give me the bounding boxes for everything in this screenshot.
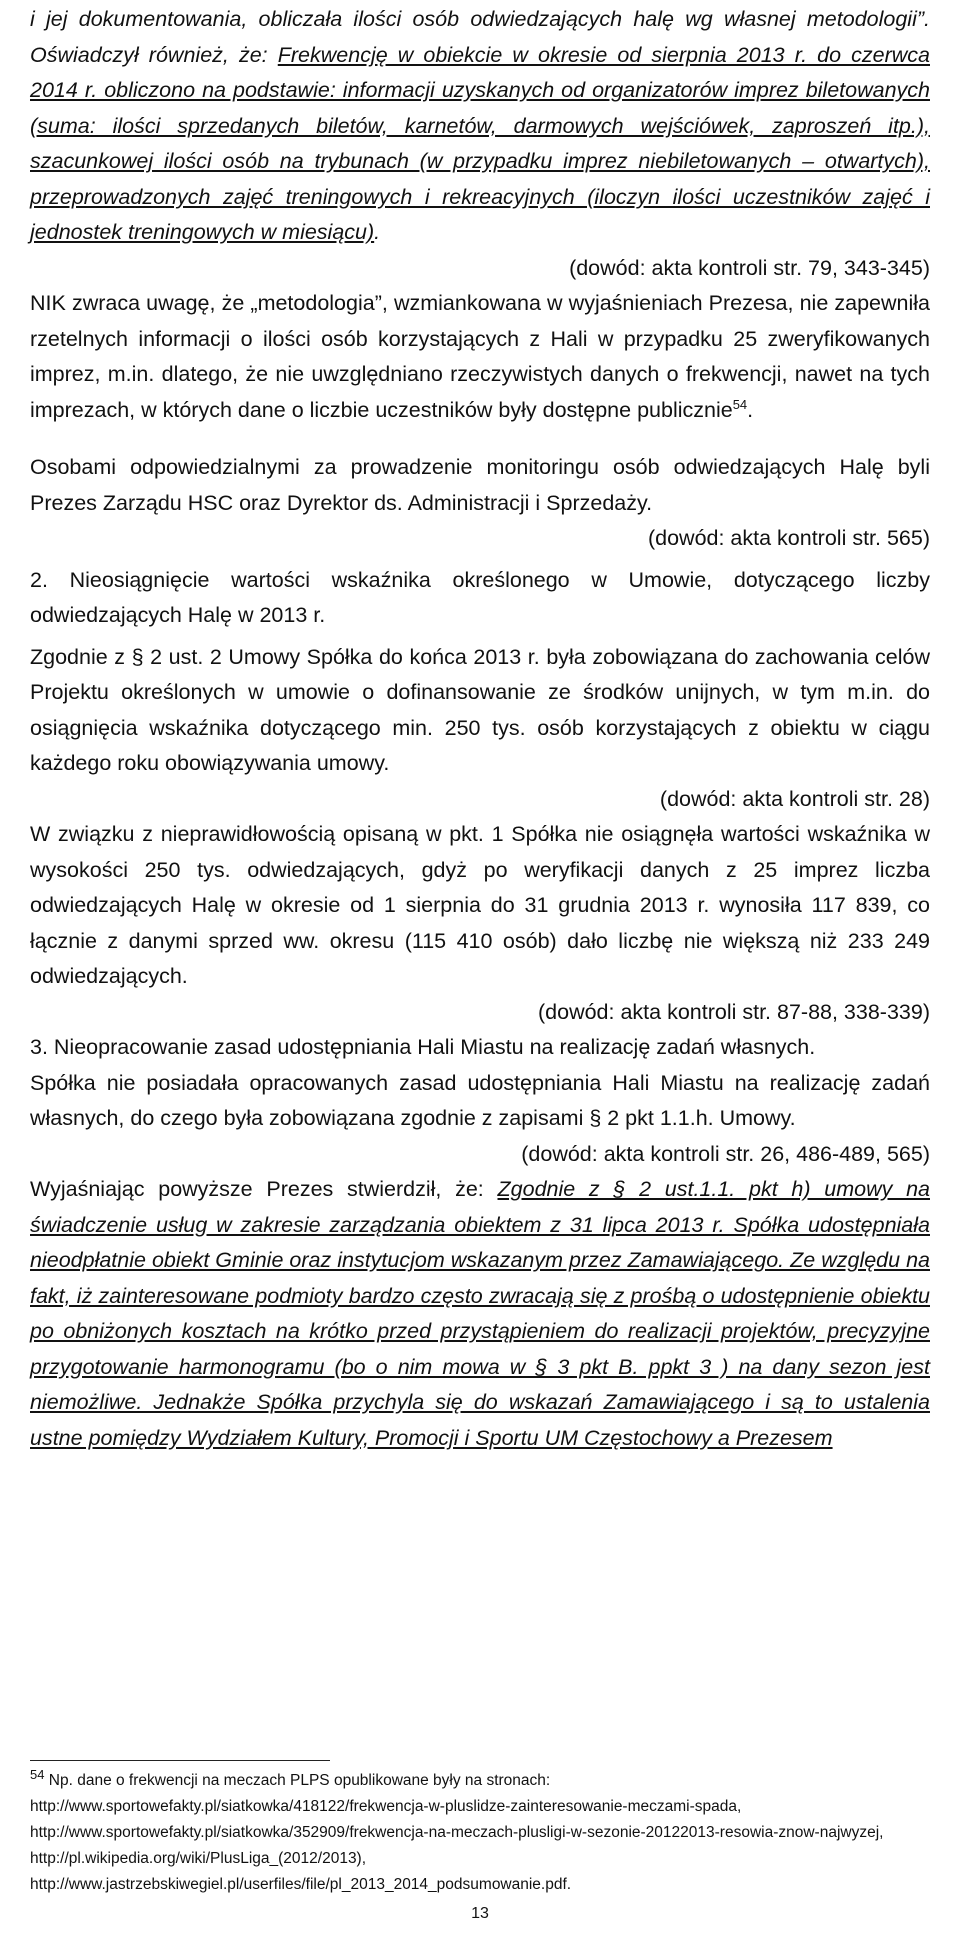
paragraph-text: Wyjaśniając powyższe Prezes stwierdził, że: [30, 1177, 498, 1201]
footnote-text: Np. dane o frekwencji na meczach PLPS opublikowane były na stronach: [44, 1772, 551, 1789]
page-number: 13 [471, 1905, 489, 1922]
main-text [30, 2, 930, 1456]
paragraph-indicator: W związku z nieprawidłowością opisaną w pkt. 1 Spółka nie osiągnęła wartości wskaźnika w wysokości 250 tys. odwiedzających, gdyż po weryfikacji danych z 25 imprez liczba odwiedzających Halę w okresie od 1 sierpnia do 31 grudnia 2013 r. wynosiła 117 839, co łącznie z danymi sprzed ww. okresu (115 410 osób) dało liczbę nie większą niż 233 249 odwiedzających. [30, 822, 930, 988]
footnote-divider [30, 1760, 330, 1761]
footnote-number: 54 [30, 1766, 45, 1782]
paragraph-rules: Spółka nie posiadała opracowanych zasad udostępniania Hali Miastu na realizację zadań własnych, do czego była zobowiązana zgodnie z zapisami § 2 pkt 1.1.h. Umowy. [30, 1070, 930, 1130]
section-heading-3: 3. Nieopracowanie zasad udostępniania Hali Miastu na realizację zadań własnych. [30, 1035, 816, 1059]
footnote-link[interactable]: http://www.jastrzebskiwegiel.pl/userfiles/file/pl_2013_2014_podsumowanie.pdf. [30, 1876, 572, 1893]
paragraph-text: NIK zwraca uwagę, że „metodologia”, wzmiankowana w wyjaśnieniach Prezesa, nie zapewniła rzetelnych informacji o ilości osób korzystających z Hali w przypadku 25 zweryfikowanych imprez, m.in. dlatego, że nie uwzględniano rzeczywistych danych o frekwencji, nawet na tych imprezach, w których dane o liczbie uczestników były dostępne publicznie [30, 291, 930, 422]
quoted-statement: Frekwencję w obiekcie w okresie od sierpnia 2013 r. do czerwca 2014 r. obliczono na podstawie: informacji uzyskanych od organizatorów imprez biletowanych (suma: ilości sprzedanych biletów, karnetów, darmowych wejściówek, zaproszeń itp.), szacunkowej ilości osób na trybunach (w przypadku imprez niebiletowanych – otwartych), przeprowadzonych zajęć treningowych i rekreacyjnych (iloczyn ilości uczestników zajęć i jednostek treningowych w miesiącu) [30, 42, 930, 244]
paragraph-nik-remark [30, 286, 930, 428]
section-heading-2: 2. Nieosiągnięcie wartości wskaźnika określonego w Umowie, dotyczącego liczby odwiedzających Halę w 2013 r. [30, 567, 930, 627]
footnotes [30, 1768, 940, 1898]
evidence-reference: (dowód: akta kontroli str. 26, 486-489, 565) [521, 1141, 930, 1166]
evidence-reference: (dowód: akta kontroli str. 565) [647, 526, 930, 550]
paragraph-end: . [747, 397, 754, 422]
footnote-ref[interactable]: 54 [732, 396, 748, 412]
paragraph-end: . [374, 220, 381, 244]
paragraph-explanation [30, 2, 930, 251]
paragraph-agreement: Zgodnie z § 2 ust. 2 Umowy Spółka do końca 2013 r. była zobowiązana do zachowania celów Projektu określonych w umowie o dofinansowanie ze środków unijnych, w tym m.in. do osiągnięcia wskaźnika dotyczącego min. 250 tys. osób korzystających z obiektu w ciągu każdego roku obowiązywania umowy. [30, 644, 930, 775]
quoted-statement: Zgodnie z § 2 ust.1.1. pkt h) umowy na świadczenie usług w zakresie zarządzania obiektem z 31 lipca 2013 r. Spółka udostępniała nieodpłatnie obiekt Gminie oraz instytucjom wskazanym przez Zamawiającego. Ze względu na fakt, iż zainteresowane podmioty bardzo często zwracają się z prośbą o udostępnienie obiektu po obniżonych kosztach na krótko przed przystąpieniem do realizacji projektów, precyzyjne przygotowanie harmonogramu (bo o nim mowa w § 3 pkt B. ppkt 3 ) na dany sezon jest niemożliwe. Jednakże Spółka przychyla się do wskazań Zamawiającego i są to ustalenia ustne pomiędzy Wydziałem Kultury, Promocji i Sportu UM Częstochowy a Prezesem [30, 1177, 930, 1450]
footnote-link[interactable]: http://www.sportowefakty.pl/siatkowka/352909/frekwencja-na-meczach-plusligi-w-sezonie-20122013-resowia-znow-najwyzej, http://pl.wikipedia.org/wiki/PlusLiga_(2012/2013), [30, 1824, 884, 1867]
evidence-reference: (dowód: akta kontroli str. 79, 343-345) [569, 255, 930, 280]
evidence-reference: (dowód: akta kontroli str. 28) [659, 786, 930, 811]
footnote-link[interactable]: http://www.sportowefakty.pl/siatkowka/418122/frekwencja-w-pluslidze-zainteresowanie-meczami-spada, [30, 1798, 742, 1815]
paragraph-president-statement [30, 1172, 930, 1456]
paragraph-responsible: Osobami odpowiedzialnymi za prowadzenie monitoringu osób odwiedzających Halę byli Prezes Zarządu HSC oraz Dyrektor ds. Administracji i Sprzedaży. [30, 455, 930, 515]
footnote-54 [30, 1768, 940, 1794]
evidence-reference: (dowód: akta kontroli str. 87-88, 338-339) [538, 999, 930, 1024]
paragraph-text: i jej dokumentowania, obliczała ilości osób odwiedzających halę wg własnej metodologii”. Oświadczył również, że: [30, 7, 930, 67]
